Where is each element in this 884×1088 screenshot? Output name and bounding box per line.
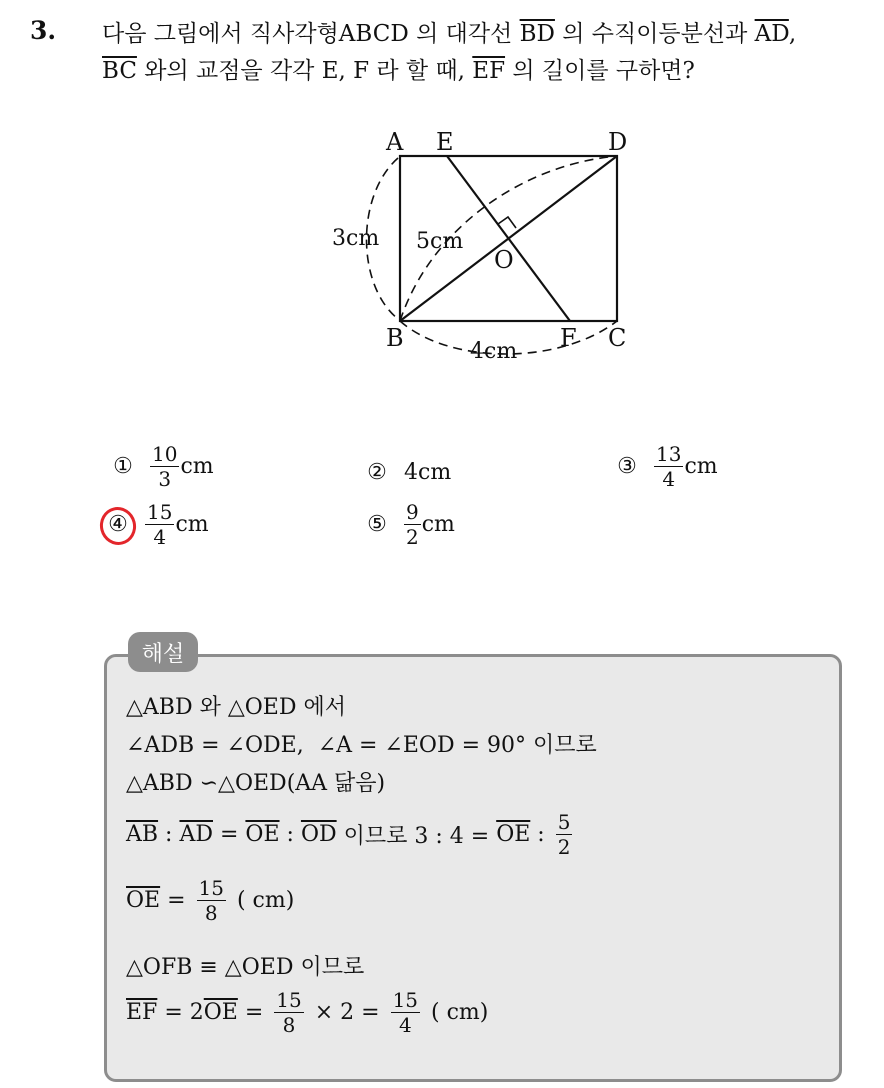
text-part: : <box>158 822 180 847</box>
denominator: 2 <box>406 525 419 549</box>
fraction <box>404 502 421 547</box>
question-text-part: 와의 교점을 각각 E, F 라 할 때, <box>136 58 473 84</box>
question-text-part: , <box>788 21 797 47</box>
label-4cm: 4cm <box>470 339 518 364</box>
text-part: : <box>530 822 552 847</box>
segment-ad: $\overline{AD}$ <box>179 822 213 847</box>
segment-ef: $\overline{EF}$ <box>126 1000 158 1025</box>
numerator: 15 <box>198 876 224 900</box>
question-text-part: 다음 그림에서 직사각형ABCD 의 대각선 <box>102 21 520 47</box>
denominator: 4 <box>662 467 676 491</box>
choice-1[interactable] <box>110 444 214 489</box>
label-c: C <box>608 324 627 352</box>
label-3cm: 3cm <box>332 226 380 251</box>
numerator: 10 <box>152 442 178 466</box>
segment-bc: $\overline{BC}$ <box>102 58 137 84</box>
label-a: A <box>386 128 404 156</box>
label-e: E <box>436 128 454 156</box>
numerator: 15 <box>392 988 419 1012</box>
denominator: 2 <box>557 835 571 859</box>
numerator: 9 <box>406 500 419 524</box>
denominator: 8 <box>282 1013 296 1037</box>
choice-unit: cm <box>180 454 214 479</box>
label-b: B <box>386 324 404 352</box>
choice-2[interactable] <box>364 460 451 485</box>
solution-line-2: ∠ADB = ∠ODE, ∠A = ∠EOD = 90° 이므로 <box>126 733 597 758</box>
numerator: 15 <box>276 988 302 1012</box>
question-number: 3. <box>30 16 57 45</box>
text-part: = <box>237 1000 271 1025</box>
choice-mark: ② <box>367 460 387 485</box>
denominator: 3 <box>158 467 172 491</box>
text-part: × 2 = <box>307 1000 387 1025</box>
solution-line-4 <box>126 812 576 857</box>
label-f: F <box>560 324 577 352</box>
rectangle-figure <box>300 110 660 380</box>
segment-bd: $\overline{BD}$ <box>519 21 555 47</box>
segment-ad: $\overline{AD}$ <box>754 21 789 47</box>
segment-oe: $\overline{OE}$ <box>203 1000 238 1025</box>
fraction <box>150 444 179 489</box>
segment-oe: $\overline{OE}$ <box>245 822 280 847</box>
choice-mark: ④ <box>108 512 128 537</box>
text-part: = <box>160 888 193 913</box>
fraction <box>654 444 683 489</box>
solution-tag: 해설 <box>128 632 198 672</box>
segment-oe: $\overline{OE}$ <box>126 888 161 913</box>
unit-text: ( cm) <box>229 888 295 913</box>
fraction <box>556 812 573 857</box>
numerator: 13 <box>656 442 682 466</box>
solution-line-5 <box>126 878 294 923</box>
segment-ab: $\overline{AB}$ <box>126 822 159 847</box>
numerator: 5 <box>557 810 571 834</box>
text-part: = <box>213 822 246 847</box>
choice-unit: cm <box>175 512 209 537</box>
question-text-part: 의 길이를 구하면? <box>505 58 695 84</box>
solution-line-6: △OFB ≡ △OED 이므로 <box>126 955 365 980</box>
denominator: 4 <box>153 525 167 549</box>
question-text-part: 의 수직이등분선과 <box>554 21 755 47</box>
denominator: 8 <box>204 901 218 925</box>
label-d: D <box>608 128 628 156</box>
fraction <box>391 990 420 1035</box>
label-5cm: 5cm <box>416 229 464 254</box>
denominator: 4 <box>398 1013 412 1037</box>
choice-mark: ① <box>113 454 133 479</box>
fraction <box>145 502 174 547</box>
question-text <box>102 16 872 90</box>
fraction <box>274 990 303 1035</box>
fraction <box>197 878 226 923</box>
text-part: : <box>279 822 301 847</box>
numerator: 15 <box>147 500 173 524</box>
line-ef <box>447 156 570 321</box>
choice-mark: ⑤ <box>367 512 387 537</box>
segment-od: $\overline{OD}$ <box>300 822 337 847</box>
text-part: = 2 <box>157 1000 204 1025</box>
label-o: O <box>494 246 514 274</box>
choice-unit: cm <box>684 454 718 479</box>
choice-mark: ③ <box>617 454 637 479</box>
solution-line-1: △ABD 와 △OED 에서 <box>126 695 347 720</box>
unit-text: ( cm) <box>424 1000 489 1025</box>
segment-ef: $\overline{EF}$ <box>472 58 506 84</box>
text-part: 이므로 3 : 4 = <box>336 824 497 849</box>
choice-unit: cm <box>421 512 455 537</box>
solution-line-3: △ABD ∽△OED(AA 닮음) <box>126 771 386 796</box>
choice-5[interactable] <box>364 502 455 547</box>
segment-oe: $\overline{OE}$ <box>496 822 531 847</box>
choice-text: 4cm <box>404 460 452 485</box>
solution-line-7 <box>126 990 488 1035</box>
choice-3[interactable] <box>614 444 718 489</box>
